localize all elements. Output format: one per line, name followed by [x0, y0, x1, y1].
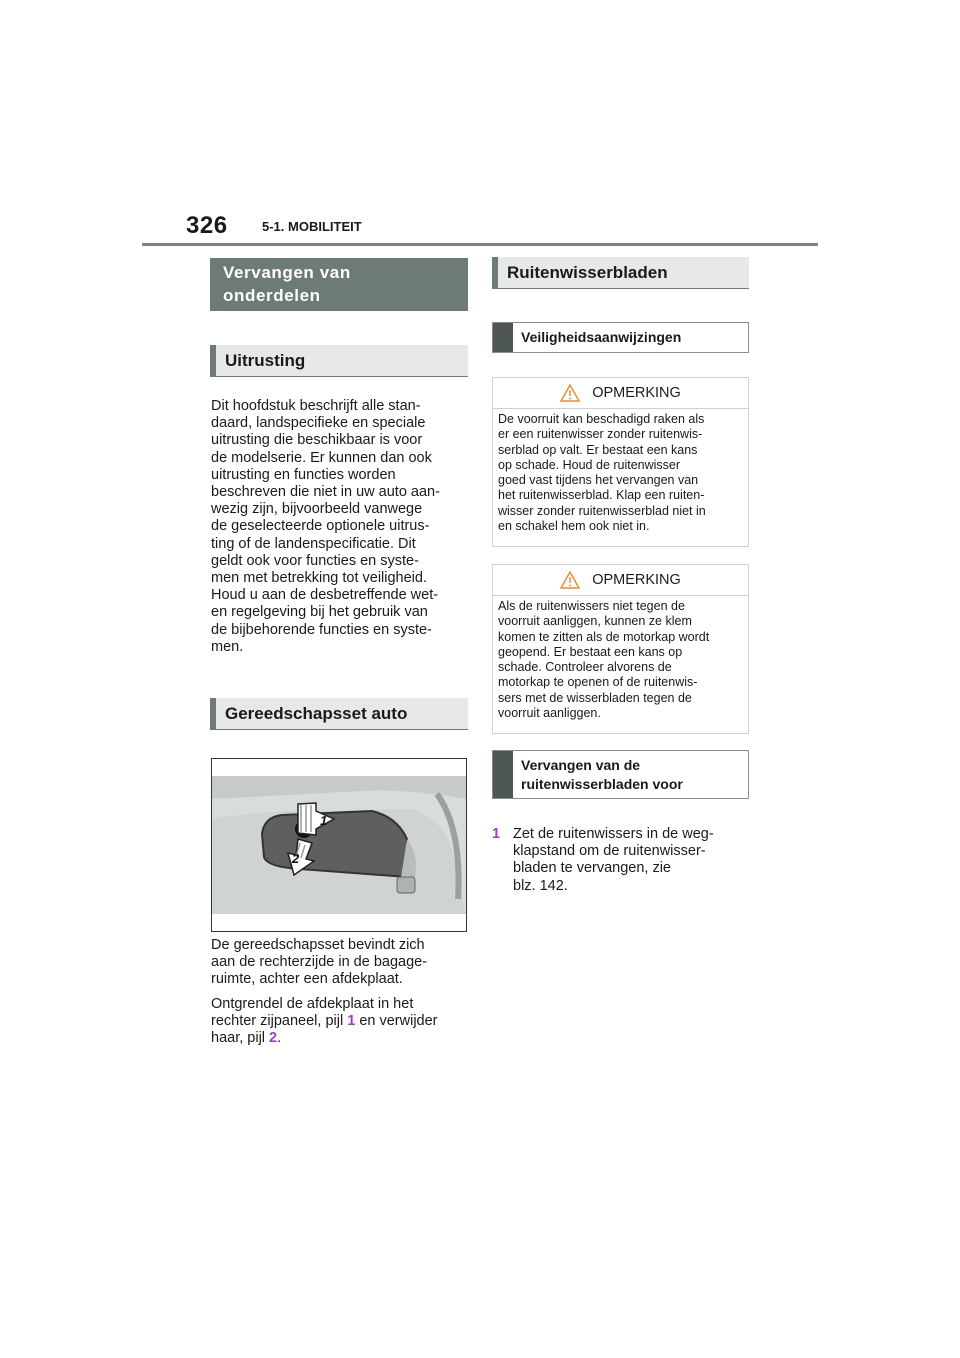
heading-line: Vervangen van de — [521, 756, 641, 773]
text-line: wisser zonder ruitenwisserblad niet in — [498, 503, 706, 518]
text-line: Ontgrendel de afdekplaat in het — [211, 996, 414, 1012]
wiper-heading: Ruitenwisserbladen — [492, 257, 749, 289]
toolkit-photo — [211, 758, 467, 932]
text-line: klapstand om de ruitenwisser- — [513, 843, 706, 860]
notice-box — [492, 564, 749, 734]
text-line: op schade. Houd de ruitenwisser — [498, 457, 681, 472]
text-line: wezig zijn, bijvoorbeeld vanwege — [211, 501, 423, 518]
text-line: Zet de ruitenwissers in de weg- — [513, 826, 714, 842]
replace-heading — [492, 750, 749, 799]
text-line: de modelserie. Er kunnen dan ook — [211, 449, 432, 466]
text-line: serblad op valt. Er bestaat een kans — [498, 442, 698, 457]
notice-body — [493, 409, 748, 534]
text-line: beschreven die niet in uw auto aan- — [211, 484, 440, 501]
text-line: voorruit aanliggen, kunnen ze klem — [498, 614, 692, 629]
text-line: motorkap te openen of de ruitenwis- — [498, 675, 698, 690]
text-line: De gereedschapsset bevindt zich — [211, 937, 425, 953]
text-span: haar, pijl — [211, 1030, 270, 1047]
toolkit-paragraph — [211, 937, 473, 989]
page-number: 326 — [186, 212, 228, 239]
text-line: Dit hoofdstuk beschrijft alle stan- — [211, 398, 421, 414]
chapter-title-line: Vervangen van — [223, 263, 351, 282]
step-item — [492, 826, 754, 895]
text-line: schade. Controleer alvorens de — [498, 660, 672, 675]
chapter-title-line: onderdelen — [223, 286, 321, 305]
notice-title: OPMERKING — [592, 572, 681, 588]
text-line: Houd u aan de desbetreffende wet- — [211, 587, 439, 604]
safety-heading — [492, 322, 749, 353]
warning-icon — [560, 384, 580, 402]
text-span: . — [277, 1030, 282, 1047]
text-line: en schakel hem ook niet in. — [498, 519, 650, 534]
toolkit-heading: Gereedschapsset auto — [210, 698, 468, 730]
text-line: komen te zitten als de motorkap wordt — [498, 629, 710, 644]
text-line: ting of de landenspecificatie. Dit — [211, 535, 416, 552]
text-line: men. — [211, 638, 244, 655]
notice-header — [493, 378, 748, 409]
step-text — [492, 826, 754, 895]
text-line: blz. 142. — [513, 877, 568, 894]
arrow-1-label: 1 — [320, 813, 328, 828]
chapter-title — [210, 258, 468, 311]
section-label: 5-1. MOBILITEIT — [262, 219, 362, 234]
text-span: rechter zijpaneel, pijl — [211, 1013, 348, 1030]
text-line: geopend. Er bestaat een kans op — [498, 644, 683, 659]
heading-bar — [493, 323, 513, 352]
text-line: ruimte, achter een afdekplaat. — [211, 971, 403, 988]
text-line: Als de ruitenwissers niet tegen de — [498, 599, 685, 613]
text-line: de geselecteerde optionele uitrus- — [211, 518, 430, 535]
text-line: goed vast tijdens het vervangen van — [498, 473, 699, 488]
text-line: bladen te vervangen, zie — [513, 860, 671, 877]
text-line: De voorruit kan beschadigd raken als — [498, 412, 705, 426]
text-line: voorruit aanliggen. — [498, 706, 601, 721]
equipment-paragraph — [211, 398, 471, 656]
text-line: er een ruitenwisser zonder ruitenwis- — [498, 427, 703, 442]
text-line: en regelgeving bij het gebruik van — [211, 604, 428, 621]
step-number: 1 — [492, 826, 501, 842]
safety-heading-text: Veiligheidsaanwijzingen — [521, 329, 682, 345]
unlock-paragraph — [211, 996, 473, 1048]
notice-box — [492, 377, 749, 547]
warning-icon — [560, 571, 580, 589]
header-divider — [142, 243, 818, 246]
text-line: de bijbehorende functies en syste- — [211, 621, 432, 638]
notice-body — [493, 596, 748, 721]
text-line: het ruitenwisserblad. Klap een ruiten- — [498, 488, 705, 503]
text-line: geldt ook voor functies en syste- — [211, 552, 419, 569]
heading-line: ruitenwisserbladen voor — [521, 775, 683, 792]
equipment-heading: Uitrusting — [210, 345, 468, 377]
text-line: daard, landspecifieke en speciale — [211, 415, 426, 432]
text-line: uitrusting en functies worden — [211, 466, 396, 483]
replace-heading-text — [513, 751, 683, 798]
text-line: sers met de wisserbladen tegen de — [498, 690, 692, 705]
text-line: aan de rechterzijde in de bagage- — [211, 954, 428, 971]
arrow-2-label: 2 — [292, 851, 300, 866]
notice-title: OPMERKING — [592, 385, 681, 401]
heading-bar — [493, 751, 513, 798]
text-line: men met betrekking tot veiligheid. — [211, 570, 427, 587]
notice-header — [493, 565, 748, 596]
arrow-ref-2: 2 — [269, 1030, 278, 1047]
arrow-ref-1: 1 — [347, 1013, 356, 1030]
text-span: en verwijder — [355, 1013, 438, 1030]
text-line: uitrusting die beschikbaar is voor — [211, 432, 423, 449]
text-line — [211, 1013, 473, 1030]
text-line — [211, 1030, 473, 1047]
